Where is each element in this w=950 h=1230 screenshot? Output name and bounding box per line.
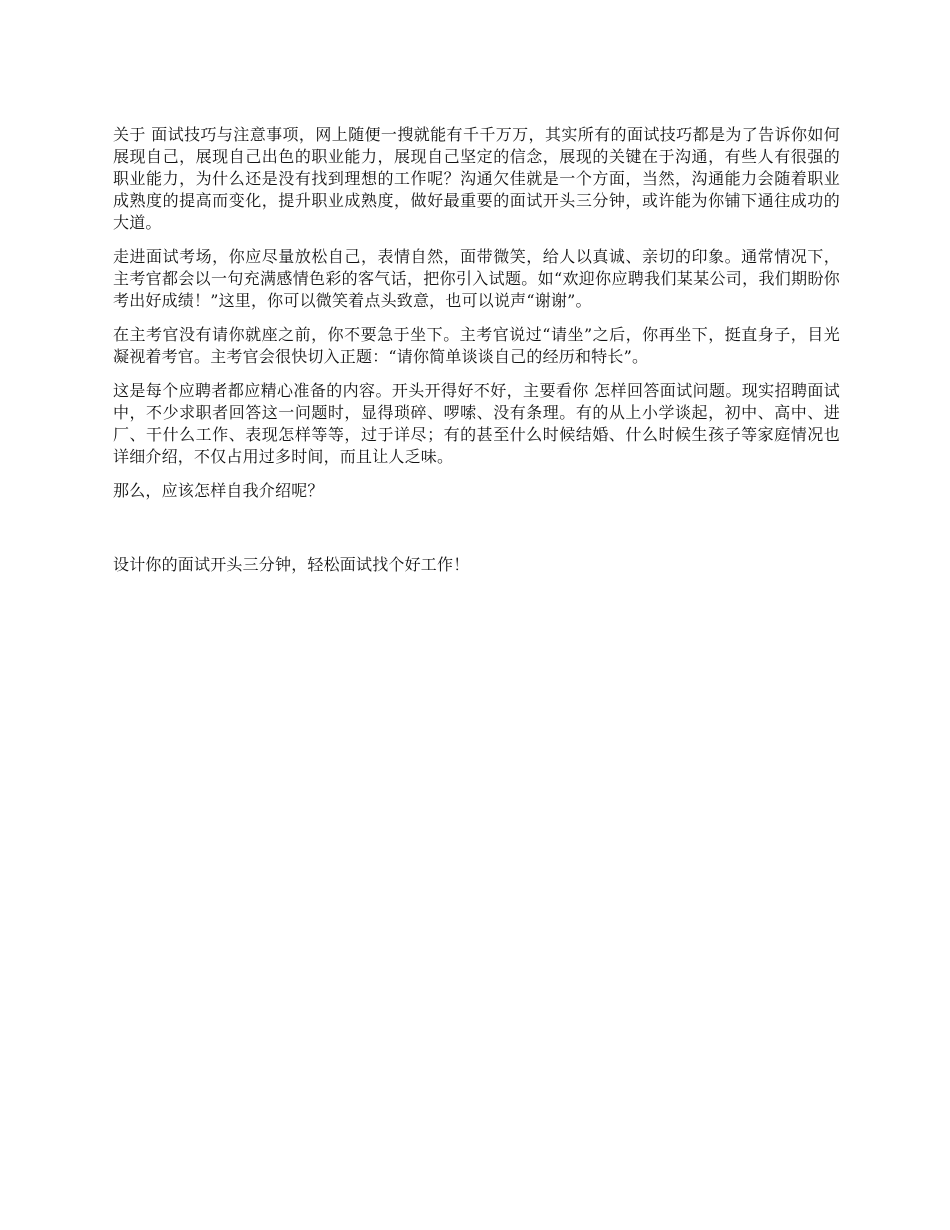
paragraph-self-intro-preparation: 这是每个应聘者都应精心准备的内容。开头开得好不好，主要看你 怎样回答面试问题。现实招聘面试中，不少求职者回答这一问题时，显得琐碎、啰嗦、没有条理。有的从上小学谈起，初中、高中、进厂、干什么工作、表现怎样等等，过于详尽；有的甚至什么时候结婚、什么时候生孩子等家庭情况也详细介绍，不仅占用过多时间，而且让人乏味。	[113, 381, 840, 466]
paragraph-spacer	[113, 514, 840, 554]
paragraph-question: 那么，应该怎样自我介绍呢？	[113, 481, 324, 500]
paragraph-entering-room: 走进面试考场，你应尽量放松自己，表情自然，面带微笑，给人以真诚、亲切的印象。通常情况下，主考官都会以一句充满感情色彩的客气话，把你引入试题。如“欢迎你应聘我们某某公司，我们期盼你考出好成绩！”这里，你可以微笑着点头致意，也可以说声“谢谢”。	[113, 247, 840, 310]
closing-line: 设计你的面试开头三分钟，轻松面试找个好工作！	[113, 555, 470, 574]
paragraph-intro: 关于 面试技巧与注意事项，网上随便一搜就能有千千万万，其实所有的面试技巧都是为了告诉你如何展现自己，展现自己出色的职业能力，展现自己坚定的信念，展现的关键在于沟通，有些人有很强的职业能力，为什么还是没有找到理想的工作呢？沟通欠佳就是一个方面，当然，沟通能力会随着职业成熟度的提高而变化，提升职业成熟度，做好最重要的面试开头三分钟，或许能为你铺下通往成功的大道。	[113, 125, 840, 232]
paragraph-seating: 在主考官没有请你就座之前，你不要急于坐下。主考官说过“请坐”之后，你再坐下，挺直身子，目光凝视着考官。主考官会很快切入正题：“请你简单谈谈自己的经历和特长”。	[113, 325, 840, 366]
